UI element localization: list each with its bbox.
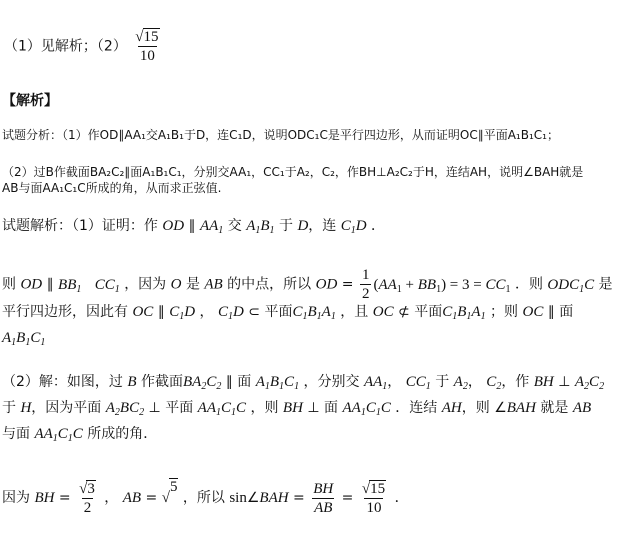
p2-fenbie: ，分别交 <box>303 374 360 390</box>
word-pingmian2: 平面 <box>414 304 443 320</box>
p2-jiemian: 作截面 <box>141 374 183 390</box>
p2-ze: ，则 <box>250 400 279 416</box>
p2-lianjie: ．连结 <box>395 400 438 416</box>
word-yinwei: ，因为 <box>124 276 167 293</box>
answer-den: 10 <box>139 48 155 64</box>
word-end: ． <box>371 218 386 234</box>
p2-yu2: 于 <box>2 400 16 416</box>
word-jiao: 交 <box>227 218 242 234</box>
word-shi2: 是 <box>598 276 613 293</box>
solution-line-1: 试题解析：（1）证明：作 OD ∥ $AA_1$ 交 $A_1B_1$ 于 D，连 $C_1D$ ． <box>2 218 386 236</box>
p2-yu: 于 <box>435 374 450 390</box>
p2-mian2: 面 <box>324 400 339 416</box>
solution-intro: 试题解析：（1）证明：作 <box>2 218 158 234</box>
word-ze3: ；则 <box>490 304 519 320</box>
word-pingxing: 平行四边形，因此有 <box>2 304 128 320</box>
word-zhongdian: 的中点，所以 <box>227 276 312 293</box>
word-pingmian: 平面 <box>264 304 293 320</box>
word-ze2: ．则 <box>514 276 543 293</box>
word-lian: ，连 <box>308 218 337 234</box>
final-yinwei: 因为 <box>2 490 30 506</box>
word-shi: 是 <box>185 276 200 293</box>
p2-pingmian: 平面 <box>165 400 194 416</box>
answer-text: （1）见解析；（2） <box>4 38 127 55</box>
p2-yumian: 与面 <box>2 426 30 442</box>
word-mian: 面 <box>559 304 574 320</box>
p2-jiushi: 就是 <box>540 400 569 416</box>
word-ze: 则 <box>2 276 16 293</box>
final-end: ． <box>394 490 409 506</box>
word-yu: 于 <box>278 218 293 234</box>
solution-line-3: 平行四边形，因此有 OC ∥ $C_1D$ ， $C_1D$ ⊂ 平面$C_1B_1A_1$ ，且 OC ⊄ 平面$C_1B_1A_1$ ；则 OC ∥ 面 <box>2 304 574 322</box>
p2-suocheng: 所成的角． <box>87 426 158 442</box>
final-comma: ， <box>104 490 119 506</box>
p2-intro: （2）解：如图，过 <box>2 374 123 390</box>
p2-comma: ， <box>387 374 402 390</box>
word-qie: ，且 <box>340 304 369 320</box>
solution-part2-line-1: （2）解：如图，过 B 作截面$BA_2C_2$ ∥ 面 $A_1B_1C_1$ ，分别交 $AA_1$， $CC_1$ 于 $A_2$， $C_2$，作 BH ⊥ $A_2C_2$ <box>2 374 605 392</box>
answer-line <box>4 28 164 65</box>
analysis-line-3: AB与面AA₁C₁C所成的角，从而求正弦值. <box>2 181 222 195</box>
analysis-line-1: 试题分析：（1）作OD∥AA₁交A₁B₁于D，连C₁D，说明ODC₁C是平行四边形，从而证明OC∥平面A₁B₁C₁； <box>2 128 559 142</box>
solution-final-line: 因为 BH = √ 3 2 ， AB = √ 5 ，所以 sin∠BAH = $\frac{BH}{AB}$ = √ 15 10 ． <box>2 479 409 516</box>
solution-line-4: $A_1B_1C_1$ <box>2 330 46 348</box>
comma: ， <box>199 304 214 320</box>
p2-comma2: ， <box>467 374 482 390</box>
p2-mian: 面 <box>237 374 252 390</box>
analysis-line-2: （2）过B作截面BA₂C₂∥面A₁B₁C₁，分别交AA₁，CC₁于A₂，C₂，作BH⊥A₂C₂于H，连结AH，说明∠BAH就是 <box>2 165 584 179</box>
p2-ze2: ，则 <box>461 400 490 416</box>
final-suoyi: ，所以 <box>182 490 225 506</box>
solution-part2-line-2: 于 H，因为平面 $A_2BC_2$ ⊥ 平面 $AA_1C_1C$ ，则 BH ⊥ 面 $AA_1C_1C$ ．连结 AH，则 ∠BAH 就是 AB <box>2 400 592 418</box>
analysis-heading: 【解析】 <box>2 93 58 109</box>
answer-fraction: √ 15 10 <box>135 29 159 64</box>
solution-line-2: 则 OD ∥ $BB_1$ $CC_1$ ，因为 O 是 AB 的中点，所以 OD = $\frac{1}{2}$ $(AA_1 + BB_1) = 3 = CC_1$ ．则 $ODC_1C$ 是 <box>2 267 613 302</box>
p2-yinwei: ，因为平面 <box>31 400 102 416</box>
p2-zuo: ，作 <box>501 374 530 390</box>
answer-num: 15 <box>143 29 159 45</box>
solution-part2-line-3: 与面 $AA_1C_1C$ 所成的角． <box>2 426 158 444</box>
